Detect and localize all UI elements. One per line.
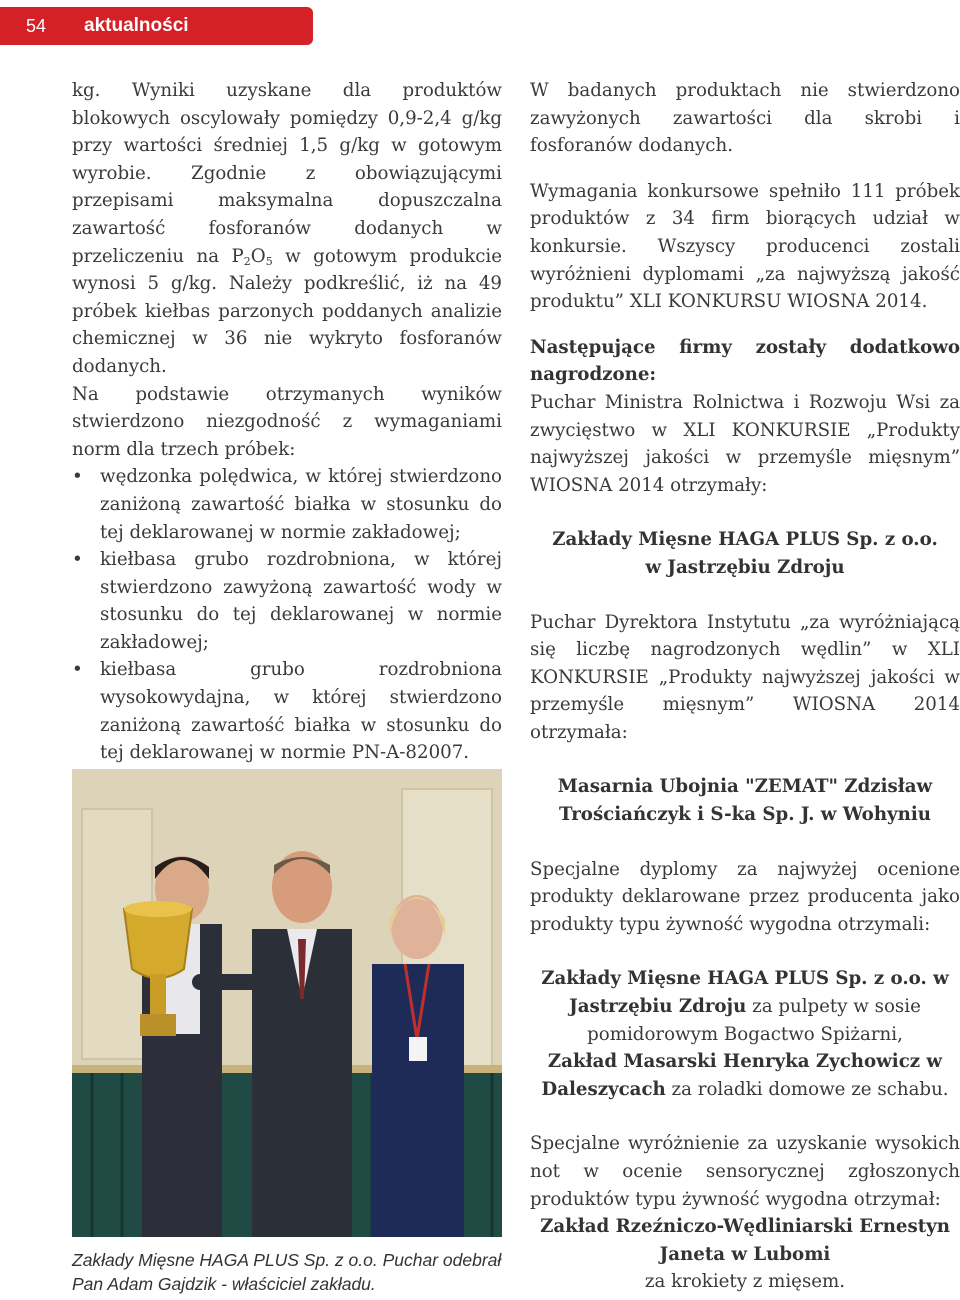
page-number: 54 — [26, 16, 47, 36]
winner-2: Masarnia Ubojnia "ZEMAT" Zdzisław Trościańczyk i S-ka Sp. J. w Wohyniu — [557, 776, 933, 826]
right-paragraph-2: Wymagania konkursowe spełniło 111 próbek produktów z 34 firm biorących udział w konkursie. Wszyscy producenci zostali wyróżnieni dyplomami „za najwyższą jakość produktu” XLI KONKURSU WIOSNA 2014. — [530, 180, 960, 313]
awards-heading: Następujące firmy zostały dodatkowo nagrodzone: — [530, 336, 960, 386]
right-paragraph-3: Puchar Ministra Rolnictwa i Rozwoju Wsi za zwycięstwo w XLI KONKURSIE „Produkty najwyższej jakości w przemyśle mięsnym” WIOSNA 2014 otrzymały: — [530, 391, 960, 496]
section-header — [0, 7, 313, 45]
list-item: • wędzonka polędwica, w której stwierdzono zaniżoną zawartość białka w stosunku do tej deklarowanej w normie zakładowej; — [72, 463, 502, 546]
left-paragraph-2: Na podstawie otrzymanych wyników stwierdzono niezgodność z wymaganiami norm dla trzech próbek: — [72, 383, 502, 460]
list-item: • kiełbasa grubo rozdrobniona, w której stwierdzono zawyżoną zawartość wody w stosunku do tej deklarowanej w normie zakładowej; — [72, 546, 502, 656]
right-paragraph-4: Puchar Dyrektora Instytutu „za wyróżniającą się liczbę nagrodzonych wędlin” w XLI KONKURSIE „Produkty najwyższej jakości w przemyśle mięsnym” WIOSNA 2014 otrzymała: — [530, 611, 960, 743]
award-3: Zakład Rzeźniczo-Wędliniarski Ernestyn Janeta w Lubomi za krokiety z mięsem. — [540, 1216, 950, 1293]
right-paragraph-1: W badanych produktach nie stwierdzono zawyżonych zawartości dla skrobi i fosforanów dodanych. — [530, 80, 960, 157]
winner-1: Zakłady Mięsne HAGA PLUS Sp. z o.o. w Jastrzębiu Zdroju — [552, 529, 938, 578]
photo-caption: Zakłady Mięsne HAGA PLUS Sp. z o.o. Puchar odebrał Pan Adam Gajdzik - właściciel zakładu. — [72, 1250, 502, 1294]
award-ceremony-photo — [72, 769, 502, 1237]
nonconformity-list — [72, 463, 502, 767]
right-paragraph-6: Specjalne wyróżnienie za uzyskanie wysokich not w ocenie sensorycznej zgłoszonych produktów typu żywność wygodna otrzymał: — [530, 1133, 960, 1210]
left-paragraph-1: kg. Wyniki uzyskane dla produktów blokowych oscylowały pomiędzy 0,9-2,4 g/kg przy wartości średniej 1,5 g/kg w gotowym wyrobie. Zgodnie z obowiązującymi przepisami maksymalna dopuszczalna zawartość fosforanów dodanych w przeliczeniu na $P_2O_5$ w gotowym produkcie wynosi 5 g/kg. Należy podkreślić, iż na 49 próbek kiełbas parzonych poddanych analizie chemicznej w 36 nie wykryto fosforanów dodanych. — [72, 80, 502, 377]
award-1: Zakłady Mięsne HAGA PLUS Sp. z o.o. w Jastrzębiu Zdroju za pulpety w sosie pomidorowym Bogactwo Spiżarni, Zakład Masarski Henryka Zychowicz w Daleszycach za roladki domowe ze schabu. — [541, 968, 949, 1100]
right-paragraph-5: Specjalne dyplomy za najwyżej ocenione produkty deklarowane przez producenta jako produkty typu żywność wygodna otrzymali: — [530, 858, 960, 935]
list-item: • kiełbasa grubo rozdrobniona wysokowydajna, w której stwierdzono zaniżoną zawartość białka w stosunku do tej deklarowanej w normie PN-A-82007. — [72, 656, 502, 766]
left-column — [72, 77, 502, 767]
section-title: aktualności — [84, 15, 189, 36]
right-column — [530, 77, 960, 1296]
